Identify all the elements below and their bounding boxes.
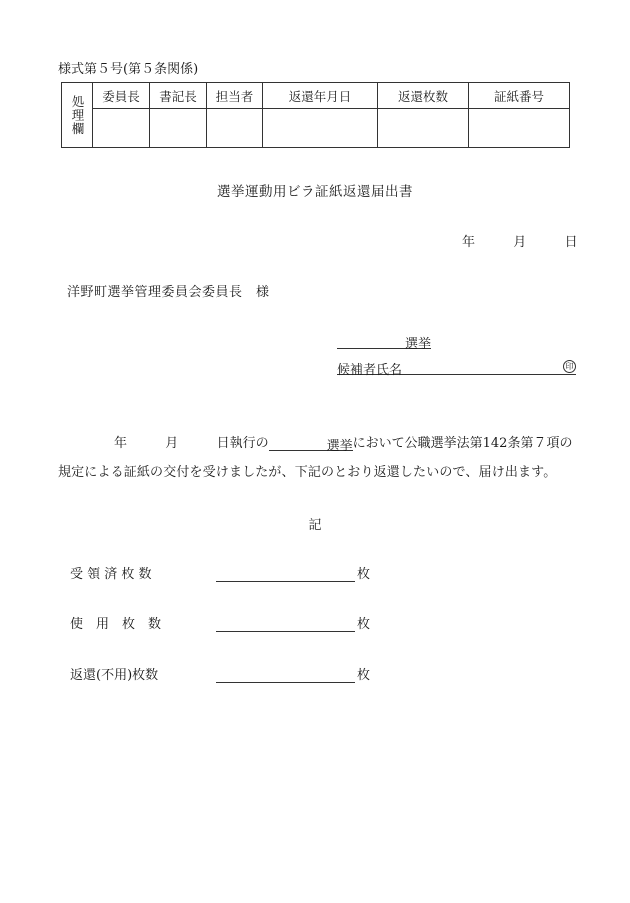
date-month: 月 <box>513 235 527 250</box>
count-unit-used: 枚 <box>357 617 371 632</box>
candidate-line <box>337 359 576 378</box>
header-chairman: 委員長 <box>93 83 150 109</box>
date-day: 日 <box>564 235 578 250</box>
header-secretary: 書記長 <box>150 83 207 109</box>
cell-return-count[interactable] <box>378 109 469 148</box>
ki-heading: 記 <box>308 518 322 533</box>
count-field-received[interactable] <box>216 567 355 582</box>
count-field-used[interactable] <box>216 617 355 632</box>
election-line <box>337 333 432 352</box>
body-month: 月 <box>165 436 179 451</box>
count-unit-received: 枚 <box>357 567 371 582</box>
candidate-label: 候補者氏名 <box>337 359 402 375</box>
body-election-label: 選挙 <box>327 435 353 451</box>
body-line-1 <box>114 432 573 454</box>
count-row-used <box>70 613 370 632</box>
date-year: 年 <box>462 235 476 250</box>
header-stamp-number: 証紙番号 <box>469 83 570 109</box>
form-number: 様式第５号(第５条関係) <box>58 62 199 77</box>
seal-mark: 印 <box>563 360 576 373</box>
cell-chairman[interactable] <box>93 109 150 148</box>
body-year: 年 <box>114 436 128 451</box>
body-line-2: 規定による証紙の交付を受けましたが、下記のとおり返還したいので、届け出ます。 <box>58 465 557 480</box>
election-label: 選挙 <box>405 333 431 349</box>
count-field-returned[interactable] <box>216 668 355 683</box>
body-election-field[interactable] <box>269 435 327 451</box>
election-name-field[interactable] <box>337 333 405 349</box>
cell-return-date[interactable] <box>263 109 378 148</box>
cell-stamp-number[interactable] <box>469 109 570 148</box>
addressee: 洋野町選挙管理委員会委員長 様 <box>67 285 270 300</box>
cell-secretary[interactable] <box>150 109 207 148</box>
document-title: 選挙運動用ビラ証紙返還届出書 <box>217 184 413 200</box>
date-line <box>462 231 578 250</box>
processing-side-label: 処理欄 <box>62 83 93 148</box>
count-label-received: 受 領 済 枚 数 <box>70 567 152 582</box>
cell-staff[interactable] <box>207 109 263 148</box>
count-row-returned <box>70 664 370 683</box>
header-staff: 担当者 <box>207 83 263 109</box>
count-label-used: 使 用 枚 数 <box>70 617 162 632</box>
count-row-received <box>70 563 370 582</box>
processing-table <box>61 82 570 148</box>
body-day-held: 日執行の <box>216 436 269 451</box>
header-return-date: 返還年月日 <box>263 83 378 109</box>
candidate-name-field[interactable] <box>402 359 563 375</box>
body-line-1-rest: において公職選挙法第142条第７項の <box>352 436 573 451</box>
count-label-returned: 返還(不用)枚数 <box>70 668 159 683</box>
header-return-count: 返還枚数 <box>378 83 469 109</box>
count-unit-returned: 枚 <box>357 668 371 683</box>
